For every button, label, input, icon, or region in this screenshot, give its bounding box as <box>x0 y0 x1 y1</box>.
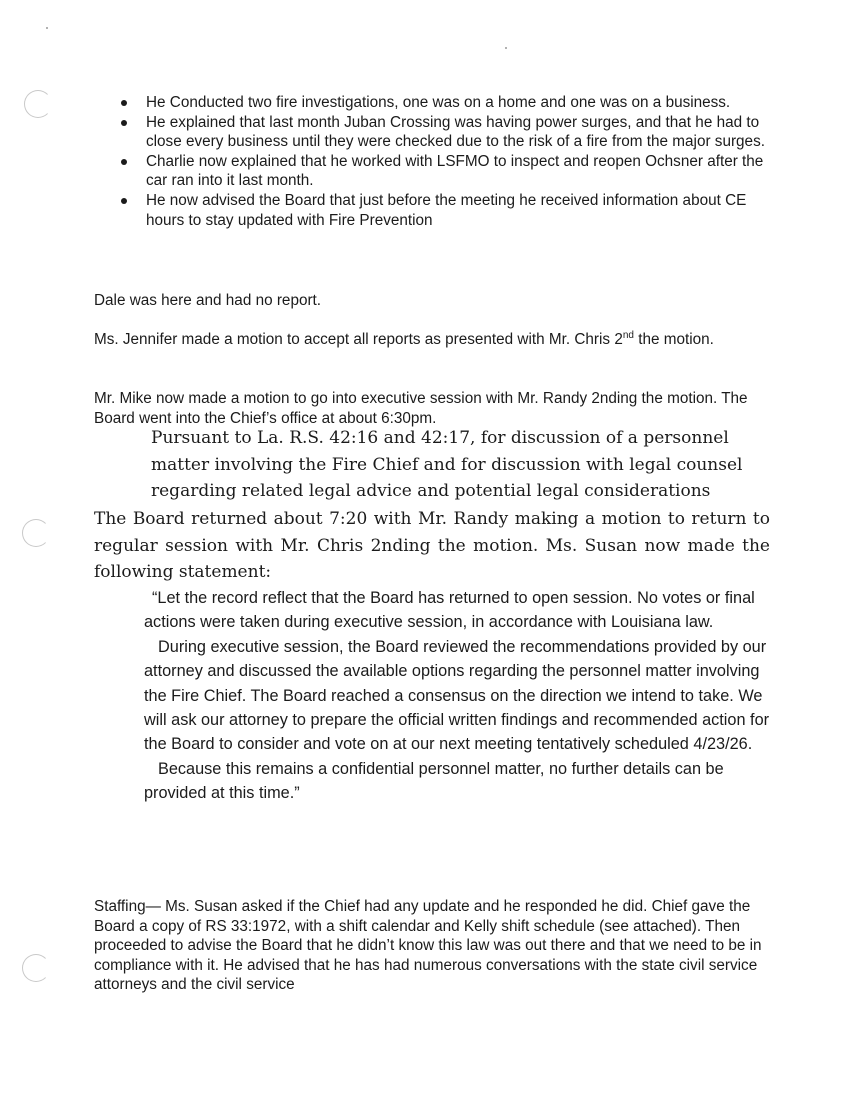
list-item: Charlie now explained that he worked with LSFMO to inspect and reopen Ochsner after the car ran into it last month. <box>118 152 768 191</box>
punch-hole-bottom <box>22 954 50 982</box>
scan-speck <box>505 47 507 49</box>
dale-report-paragraph: Dale was here and had no report. <box>94 292 322 309</box>
motion-accept-text-end: the motion. <box>633 331 714 348</box>
board-statement-quote <box>144 586 774 806</box>
punch-hole-middle <box>22 519 50 547</box>
statement-paragraph-1: “Let the record reflect that the Board has returned to open session. No votes or final actions were taken during executive session, in accordance with Louisiana law. <box>144 589 755 632</box>
motion-accept-text: Ms. Jennifer made a motion to accept all reports as presented with Mr. Chris 2 <box>94 331 623 348</box>
executive-session-motion-paragraph: Mr. Mike now made a motion to go into executive session with Mr. Randy 2nding the motion. The Board went into the Chief’s office at about 6:30pm. <box>94 390 748 427</box>
punch-hole-top <box>24 90 52 118</box>
statement-paragraph-3: Because this remains a confidential personnel matter, no further details can be provided at this time.” <box>144 759 724 803</box>
list-item: He now advised the Board that just before the meeting he received information about CE hours to stay updated with Fire Prevention <box>118 191 768 230</box>
motion-accept-paragraph <box>94 330 774 350</box>
staffing-paragraph: Staffing— Ms. Susan asked if the Chief had any update and he responded he did. Chief gave the Board a copy of RS 33:1972, with a shift calendar and Kelly shift schedule (see attached). Then proceeded to advise the Board that he didn’t know this law was out there and that we need to be in compliance with it. He advised that he has had numerous conversations with the state civil service attorneys and the civil service <box>94 898 762 994</box>
fire-prevention-report-list <box>118 93 768 230</box>
list-item: He explained that last month Juban Crossing was having power surges, and that he had to close every business until they were checked due to the risk of a fire from the major surges. <box>118 113 768 152</box>
ordinal-superscript: nd <box>622 329 634 341</box>
return-session-paragraph: The Board returned about 7:20 with Mr. Randy making a motion to return to regular session with Mr. Chris 2nding the motion. Ms. Susan now made the following statement: <box>94 509 770 582</box>
statement-paragraph-2: During executive session, the Board reviewed the recommendations provided by our attorney and discussed the available options regarding the personnel matter involving the Fire Chief. The Board reached a consensus on the direction we intend to take. We will ask our attorney to prepare the official written findings and recommended action for the Board to consider and vote on at our next meeting tentatively scheduled 4/23/26. <box>144 637 770 754</box>
pursuant-paragraph: Pursuant to La. R.S. 42:16 and 42:17, for discussion of a personnel matter involving the Fire Chief and for discussion with legal counsel regarding related legal advice and potential legal considerations <box>151 428 743 501</box>
scan-speck <box>46 27 48 29</box>
list-item: He Conducted two fire investigations, one was on a home and one was on a business. <box>118 93 768 113</box>
